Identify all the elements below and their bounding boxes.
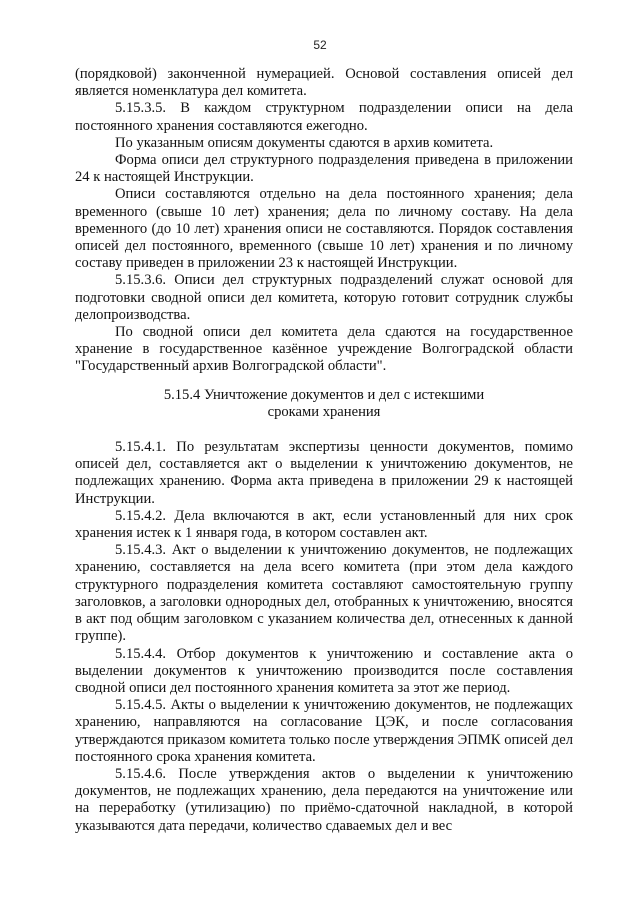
paragraph: (порядковой) законченной нумерацией. Основой составления описей дел является номенклатура дел комитета. — [75, 66, 573, 100]
section-heading-line-2: сроками хранения — [267, 403, 381, 420]
paragraph: 5.15.4.4. Отбор документов к уничтожению и составление акта о выделении документов к уничтожению производится после составления сводной описи дел постоянного хранения комитета за этот же период. — [75, 645, 573, 696]
paragraph: 5.15.4.2. Дела включаются в акт, если установленный для них срок хранения истек к 1 января года, в котором составлен акт. — [75, 507, 573, 542]
paragraph: 5.15.4.1. По результатам экспертизы ценности документов, помимо описей дел, составляется акт о выделении к уничтожению документов, не подлежащих хранению. Форма акта приведена в приложении 29 к настоящей Инструкции. — [75, 439, 573, 507]
paragraph: 5.15.4.6. После утверждения актов о выделении к уничтожению документов, не подлежащих хранению, дела передаются на уничтожение или на переработку (утилизацию) по приёмо-сдаточной накладной, в которой указываются дата передачи, количество сдаваемых дел и вес — [75, 765, 573, 834]
paragraph: По указанным описям документы сдаются в архив комитета. — [115, 134, 494, 151]
section-heading-line-1: 5.15.4 Уничтожение документов и дел с истекшими — [163, 386, 485, 403]
paragraph: По сводной описи дел комитета дела сдаются на государственное хранение в государственное казённое учреждение Волгоградской области "Государственный архив Волгоградской области". — [75, 324, 573, 375]
paragraph: 5.15.4.5. Акты о выделении к уничтожению документов, не подлежащих хранению, направляются на согласование ЦЭК, и после согласования утверждаются приказом комитета только после утверждения ЭПМК описей дел постоянного срока хранения комитета. — [75, 697, 573, 765]
paragraph: 5.15.3.5. В каждом структурном подразделении описи на дела постоянного хранения составляются ежегодно. — [75, 100, 573, 134]
paragraph: 5.15.4.3. Акт о выделении к уничтожению документов, не подлежащих хранению, составляется на дела всего комитета (при этом дела каждого структурного подразделения комитета составляют самостоятельную группу заголовков, а заголовки однородных дел, отобранных к уничтожению, вносятся в акт под общим заголовком с указанием количества дел, отнесенных к данной группе). — [75, 542, 573, 645]
page-body — [75, 66, 573, 835]
paragraph: Форма описи дел структурного подразделения приведена в приложении 24 к настоящей Инструкции. — [75, 152, 573, 186]
page-number: 52 — [313, 38, 327, 52]
paragraph: 5.15.3.6. Описи дел структурных подразделений служат основой для подготовки сводной описи дел комитета, которую готовит сотрудник службы делопроизводства. — [75, 272, 573, 323]
paragraph: Описи составляются отдельно на дела постоянного хранения; дела временного (свыше 10 лет) хранения; дела по личному составу. На дела временного (до 10 лет) хранения описи не составляются. Порядок составления описей дел постоянного, временного (свыше 10 лет) хранения и по личному составу приведен в приложении 23 к настоящей Инструкции. — [75, 186, 573, 272]
section-heading — [75, 387, 573, 421]
